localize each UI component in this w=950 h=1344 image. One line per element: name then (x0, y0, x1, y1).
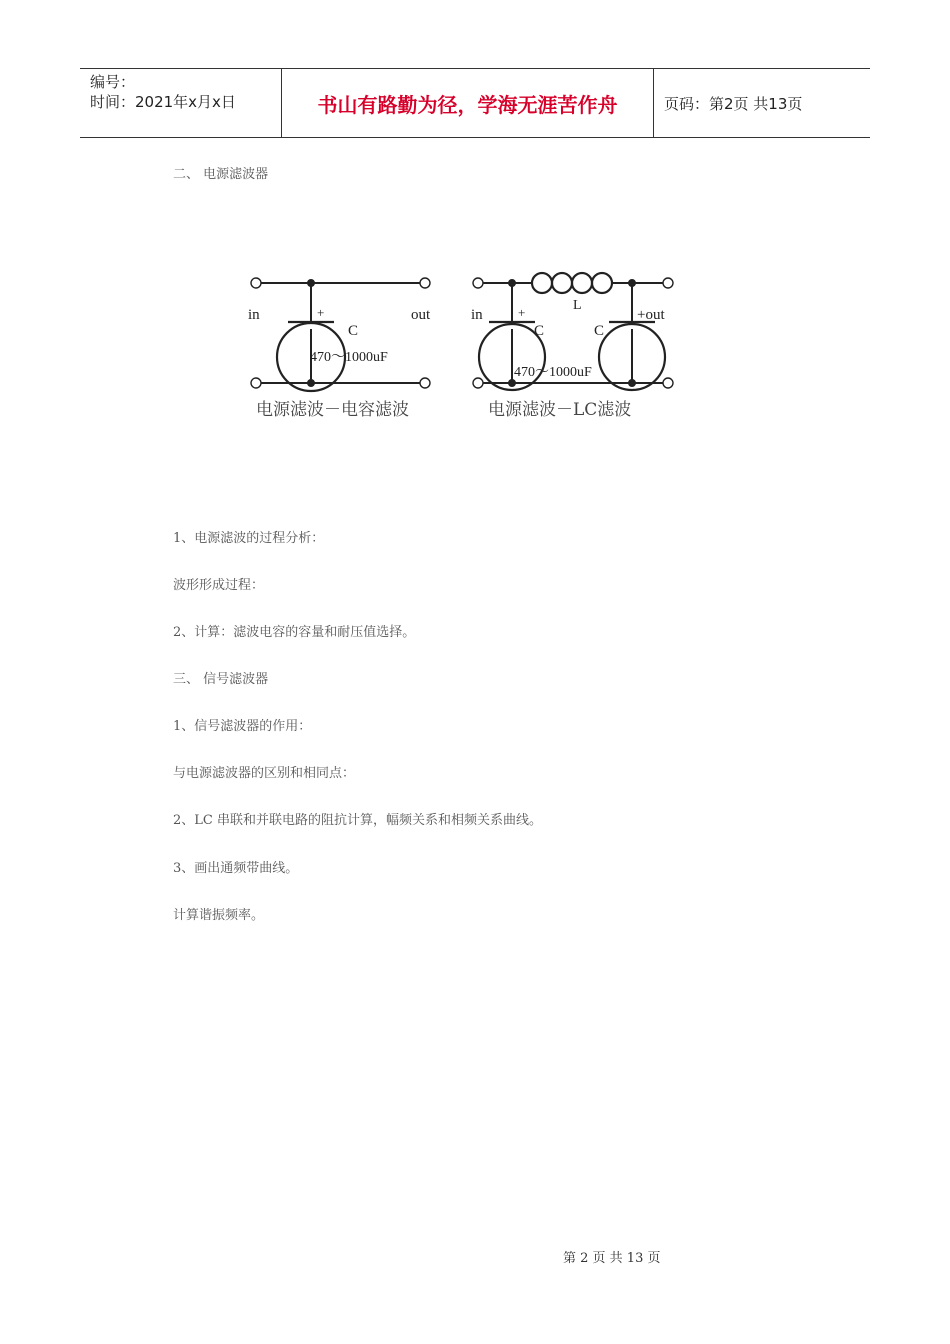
paragraph-8: 计算谐振频率。 (173, 908, 265, 923)
page-footer: 第 2 页 共 13 页 (563, 1251, 661, 1266)
left-out-terminal-bottom (420, 378, 430, 388)
left-caption: 电源滤波－电容滤波 (256, 400, 409, 420)
paragraph-1: 1、电源滤波的过程分析： (173, 531, 325, 546)
paragraph-7: 3、画出通频带曲线。 (173, 861, 299, 876)
right-out-terminal-bottom (663, 378, 673, 388)
header-left-cell (80, 69, 282, 137)
lc-filter-circuit (471, 273, 673, 420)
right-in-label: in (471, 307, 483, 323)
filter-circuit-diagram (240, 265, 680, 430)
right-cap-value: 470～1000uF (514, 365, 592, 380)
left-plus-label: + (317, 305, 325, 320)
left-out-terminal-top (420, 278, 430, 288)
motto: 书山有路勤为径，学海无涯苦作舟 (317, 93, 618, 117)
section-2-title: 二、 电源滤波器 (173, 167, 269, 182)
paragraph-3: 2、计算：滤波电容的容量和耐压值选择。 (173, 625, 416, 640)
right-in-terminal-bottom (473, 378, 483, 388)
header-right-cell (654, 69, 870, 137)
paragraph-4: 1、信号滤波器的作用： (173, 719, 312, 734)
time-label: 时间：2021年x月x日 (90, 93, 236, 111)
inductor-label: L (573, 298, 582, 313)
right-out-label: +out (637, 307, 665, 323)
right-plus-label: + (518, 305, 526, 320)
header-middle-cell (282, 69, 654, 137)
left-cap-label: C (348, 323, 359, 339)
left-in-label: in (248, 307, 260, 323)
section-3-title: 三、 信号滤波器 (173, 672, 269, 687)
capacitor-filter-circuit (248, 278, 431, 420)
left-in-terminal-bottom (251, 378, 261, 388)
right-out-terminal-top (663, 278, 673, 288)
left-cap-value: 470～1000uF (310, 350, 388, 365)
left-out-label: out (411, 307, 431, 323)
right-cap1-label: C (534, 323, 545, 339)
page-info: 页码：第2页 共13页 (664, 95, 803, 113)
page-header (80, 68, 870, 138)
inductor-coil (532, 273, 612, 293)
left-in-terminal-top (251, 278, 261, 288)
right-caption: 电源滤波－LC滤波 (488, 400, 632, 420)
right-in-terminal-top (473, 278, 483, 288)
paragraph-6: 2、LC 串联和并联电路的阻抗计算，幅频关系和相频关系曲线。 (173, 813, 542, 828)
right-cap2-label: C (594, 323, 605, 339)
paragraph-2: 波形形成过程： (173, 578, 265, 593)
number-label: 编号： (90, 73, 136, 91)
paragraph-5: 与电源滤波器的区别和相同点： (173, 766, 356, 781)
